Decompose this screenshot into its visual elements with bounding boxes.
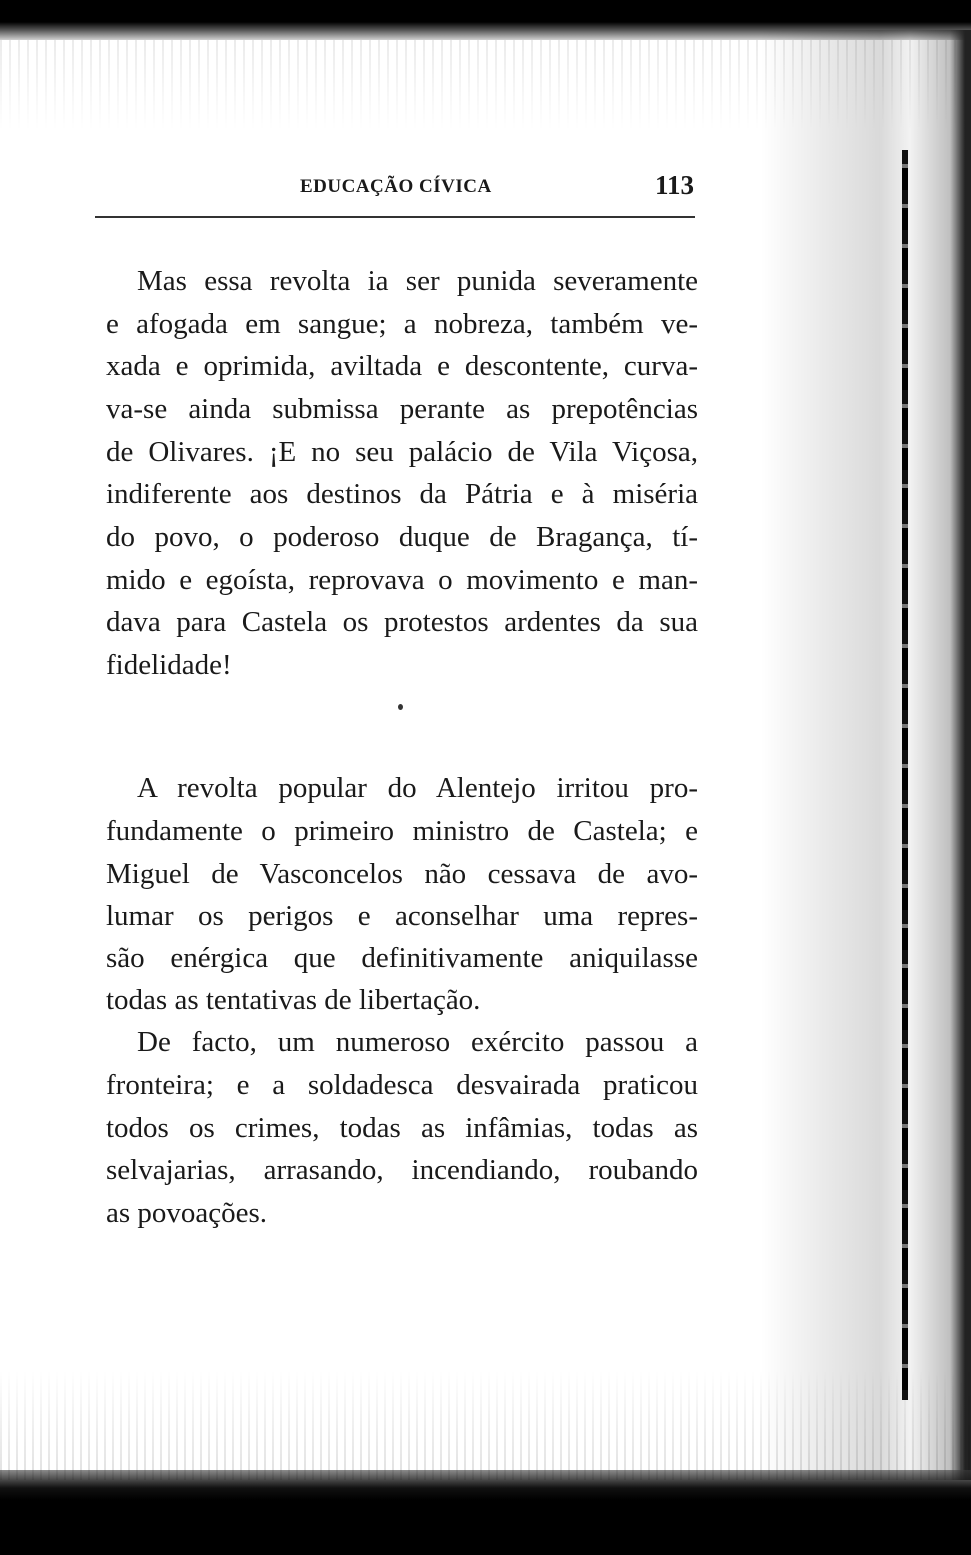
text-line: selvajarias, arrasando, incendiando, roubando [106, 1154, 698, 1186]
scan-page-gutter [902, 150, 908, 1400]
scan-bottom-edge [0, 1470, 971, 1555]
text-line: mido e egoísta, reprovava o movimento e man- [106, 564, 698, 596]
text-line: A revolta popular do Alentejo irritou pro- [137, 772, 698, 804]
text-line: e afogada em sangue; a nobreza, também ve- [106, 308, 698, 340]
text-line: De facto, um numeroso exército passou a [137, 1026, 698, 1058]
text-line: todos os crimes, todas as infâmias, todas as [106, 1112, 698, 1144]
text-line: va-se ainda submissa perante as prepotências [106, 393, 698, 425]
text-line: fundamente o primeiro ministro de Castela; e [106, 815, 698, 847]
page-number: 113 [655, 170, 695, 200]
text-line: de Olivares. ¡E no seu palácio de Vila Viçosa, [106, 436, 698, 468]
text-line: do povo, o poderoso duque de Bragança, tí- [106, 521, 698, 553]
header-rule [95, 216, 695, 218]
text-line: fidelidade! [106, 649, 232, 681]
text-line: indiferente aos destinos da Pátria e à miséria [106, 478, 698, 510]
scan-noise-bottom [0, 1370, 971, 1480]
running-header: EDUCAÇÃO CÍVICA [300, 176, 492, 197]
text-line: são enérgica que definitivamente aniquilasse [106, 942, 698, 974]
text-line: Miguel de Vasconcelos não cessava de avo- [106, 858, 698, 890]
text-line: Mas essa revolta ia ser punida severamente [137, 265, 698, 297]
section-mark [398, 704, 403, 710]
text-line: fronteira; e a soldadesca desvairada praticou [106, 1069, 698, 1101]
text-line: dava para Castela os protestos ardentes da sua [106, 606, 698, 638]
text-line: todas as tentativas de libertação. [106, 984, 481, 1016]
text-line: as povoações. [106, 1197, 268, 1229]
text-line: lumar os perigos e aconselhar uma repres- [106, 900, 698, 932]
text-line: xada e oprimida, aviltada e descontente, curva- [106, 350, 698, 382]
scan-right-edge [760, 30, 971, 1480]
